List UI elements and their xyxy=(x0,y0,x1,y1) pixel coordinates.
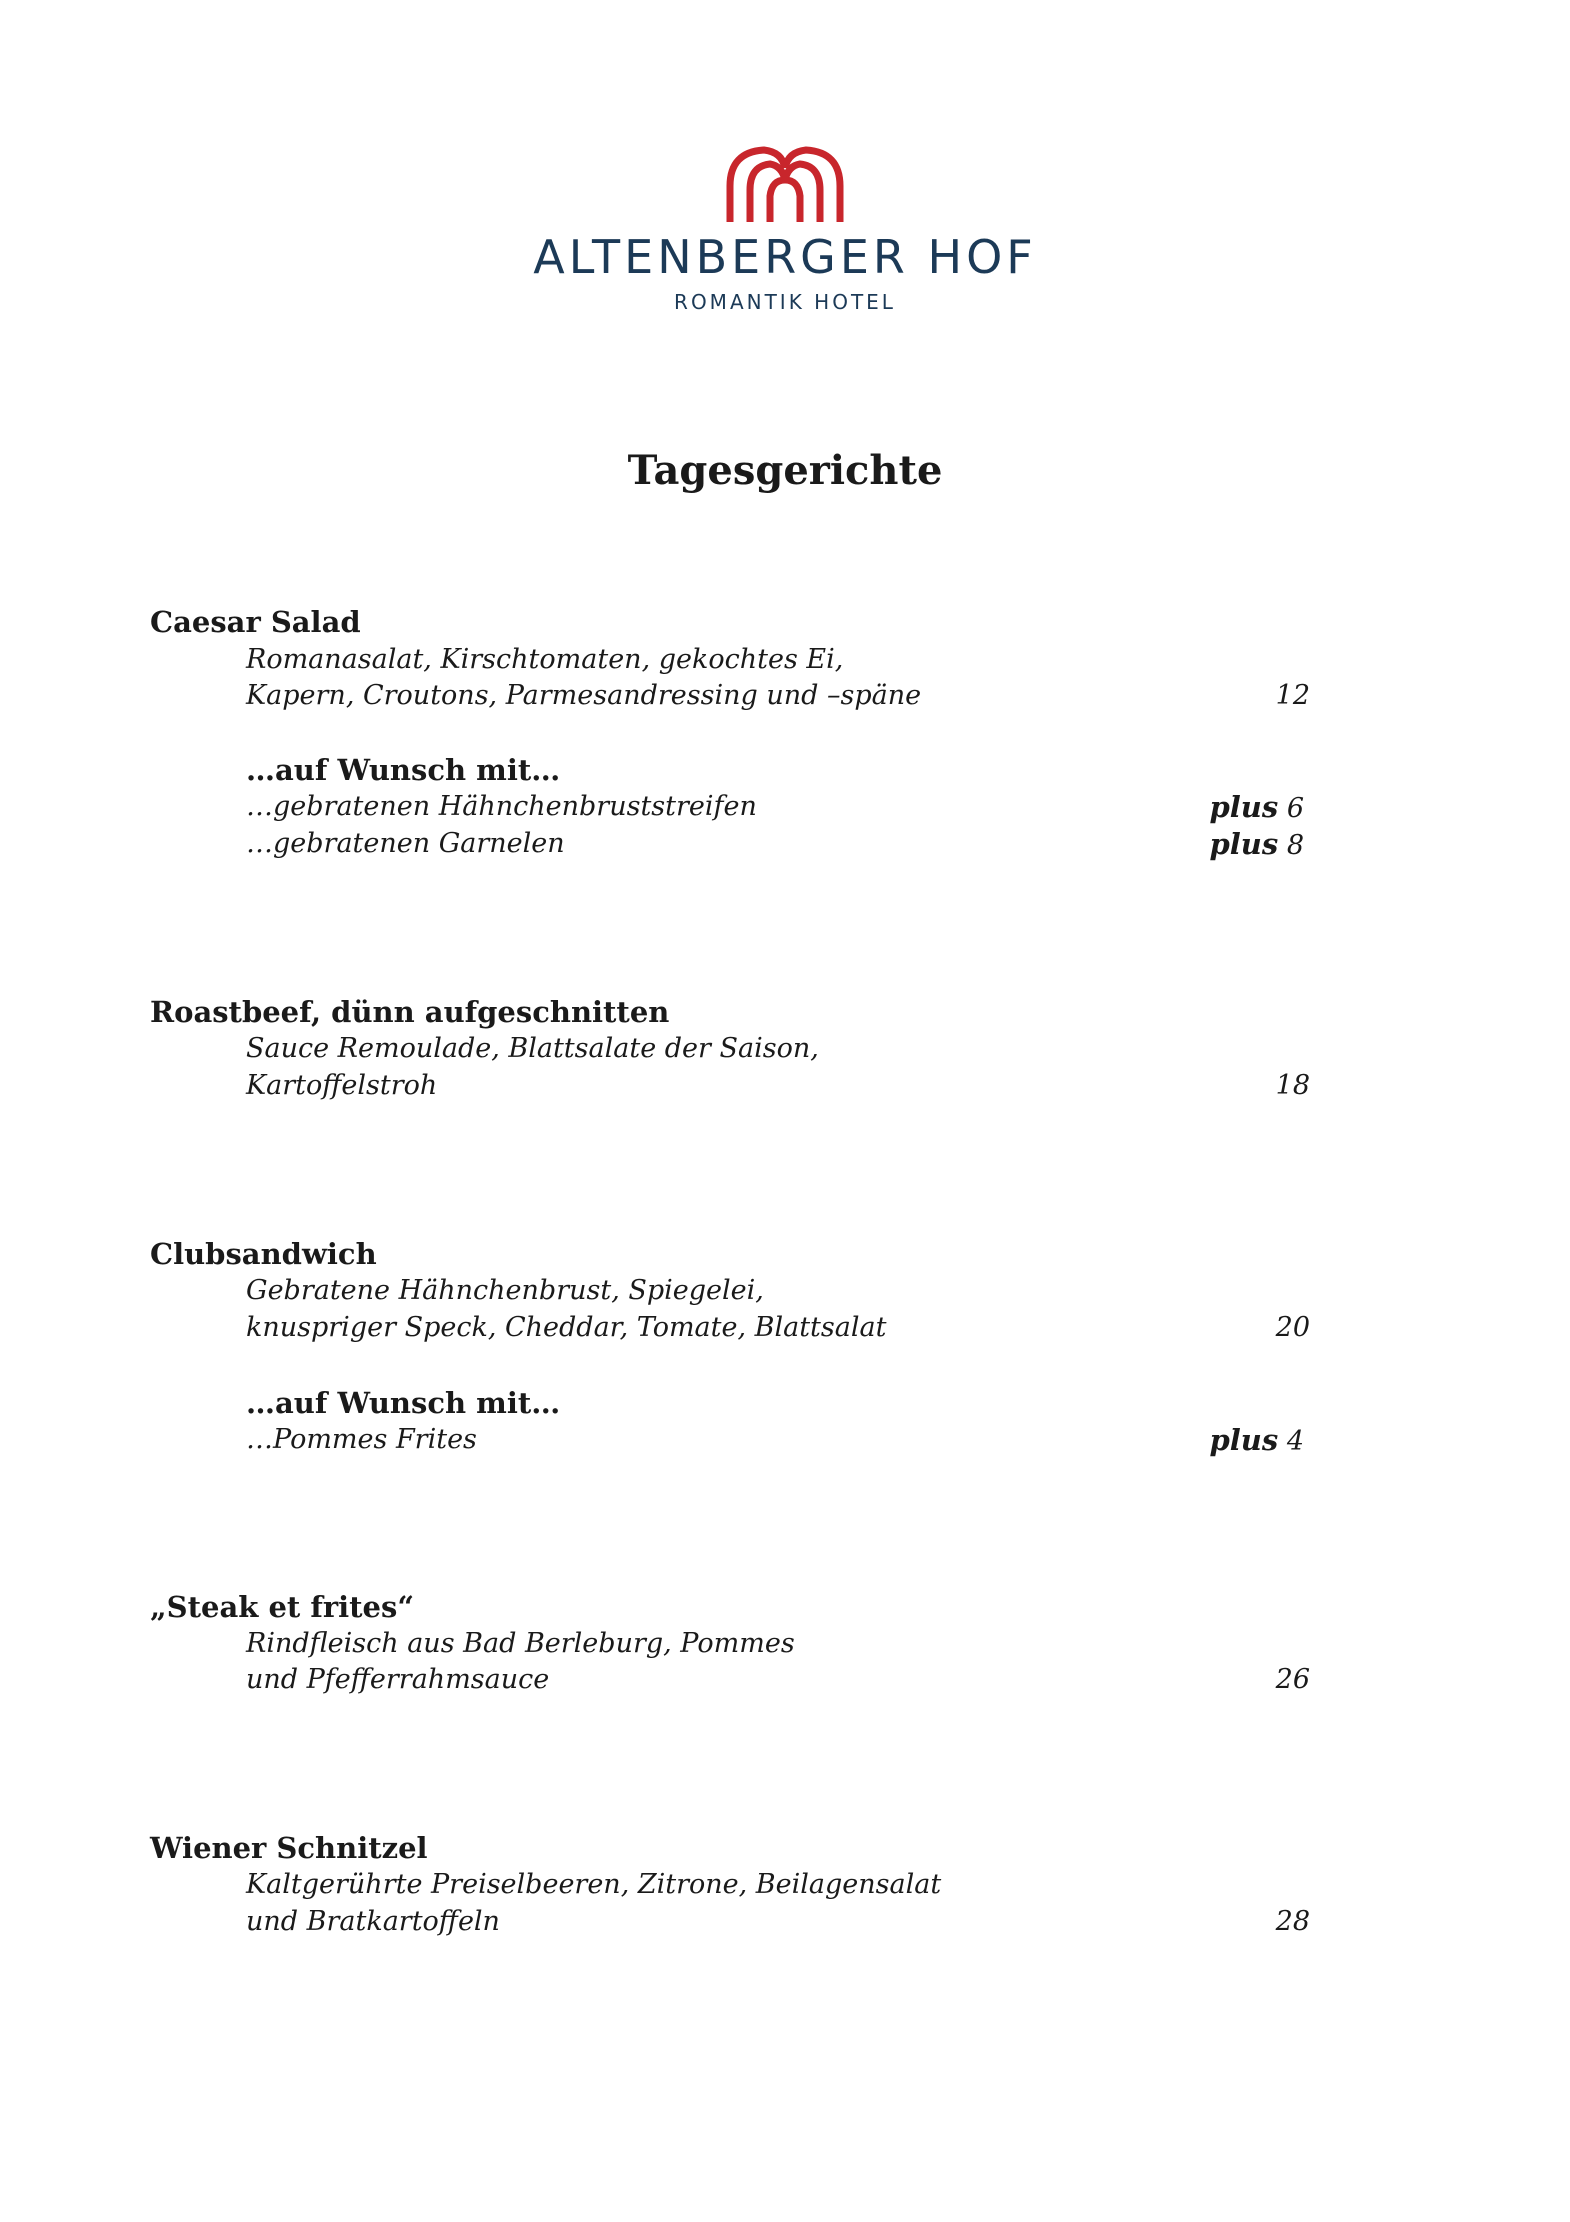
dish-price: 12 xyxy=(1275,680,1310,711)
option-label: …gebratenen Hähnchenbruststreifen xyxy=(246,791,757,822)
dish-description: Rindfleisch aus Bad Berleburg, Pommes xyxy=(246,1628,795,1659)
option-price: plus 6 xyxy=(1209,790,1304,824)
dish-name: Roastbeef, dünn aufgeschnitten xyxy=(150,995,670,1029)
option-label: …Pommes Frites xyxy=(246,1424,477,1455)
dish-description: Kapern, Croutons, Parmesandressing und –späne xyxy=(246,680,922,711)
option-label: …gebratenen Garnelen xyxy=(246,828,565,859)
option-price: plus 8 xyxy=(1209,827,1304,861)
dish-description: und Pfefferrahmsauce xyxy=(246,1664,550,1695)
options-heading: …auf Wunsch mit… xyxy=(246,753,561,787)
dish-description: Gebratene Hähnchenbrust, Spiegelei, xyxy=(246,1275,764,1306)
dish-description: Kartoffelstroh xyxy=(246,1070,438,1101)
options-heading: …auf Wunsch mit… xyxy=(246,1386,561,1420)
dish-name: Wiener Schnitzel xyxy=(150,1831,428,1865)
dish-name: „Steak et frites“ xyxy=(150,1590,415,1624)
dish-description: Sauce Remoulade, Blattsalate der Saison, xyxy=(246,1033,819,1064)
dish-price: 18 xyxy=(1275,1070,1310,1101)
dish-price: 28 xyxy=(1275,1906,1310,1937)
arches-logo-icon xyxy=(720,142,850,222)
dish-description: knuspriger Speck, Cheddar, Tomate, Blattsalat xyxy=(246,1312,887,1343)
hotel-name: ALTENBERGER HOF xyxy=(533,230,1037,284)
dish-description: und Bratkartoffeln xyxy=(246,1906,500,1937)
dish-name: Clubsandwich xyxy=(150,1237,377,1271)
hotel-logo xyxy=(0,142,1570,314)
dish-description: Kaltgerührte Preiselbeeren, Zitrone, Beilagensalat xyxy=(246,1869,942,1900)
hotel-subtitle: ROMANTIK HOTEL xyxy=(674,290,896,314)
page-title: Tagesgerichte xyxy=(627,447,943,494)
option-price: plus 4 xyxy=(1209,1423,1304,1457)
dish-description: Romanasalat, Kirschtomaten, gekochtes Ei, xyxy=(246,644,844,675)
dish-name: Caesar Salad xyxy=(150,605,361,639)
dish-price: 20 xyxy=(1275,1312,1310,1343)
dish-price: 26 xyxy=(1275,1664,1310,1695)
